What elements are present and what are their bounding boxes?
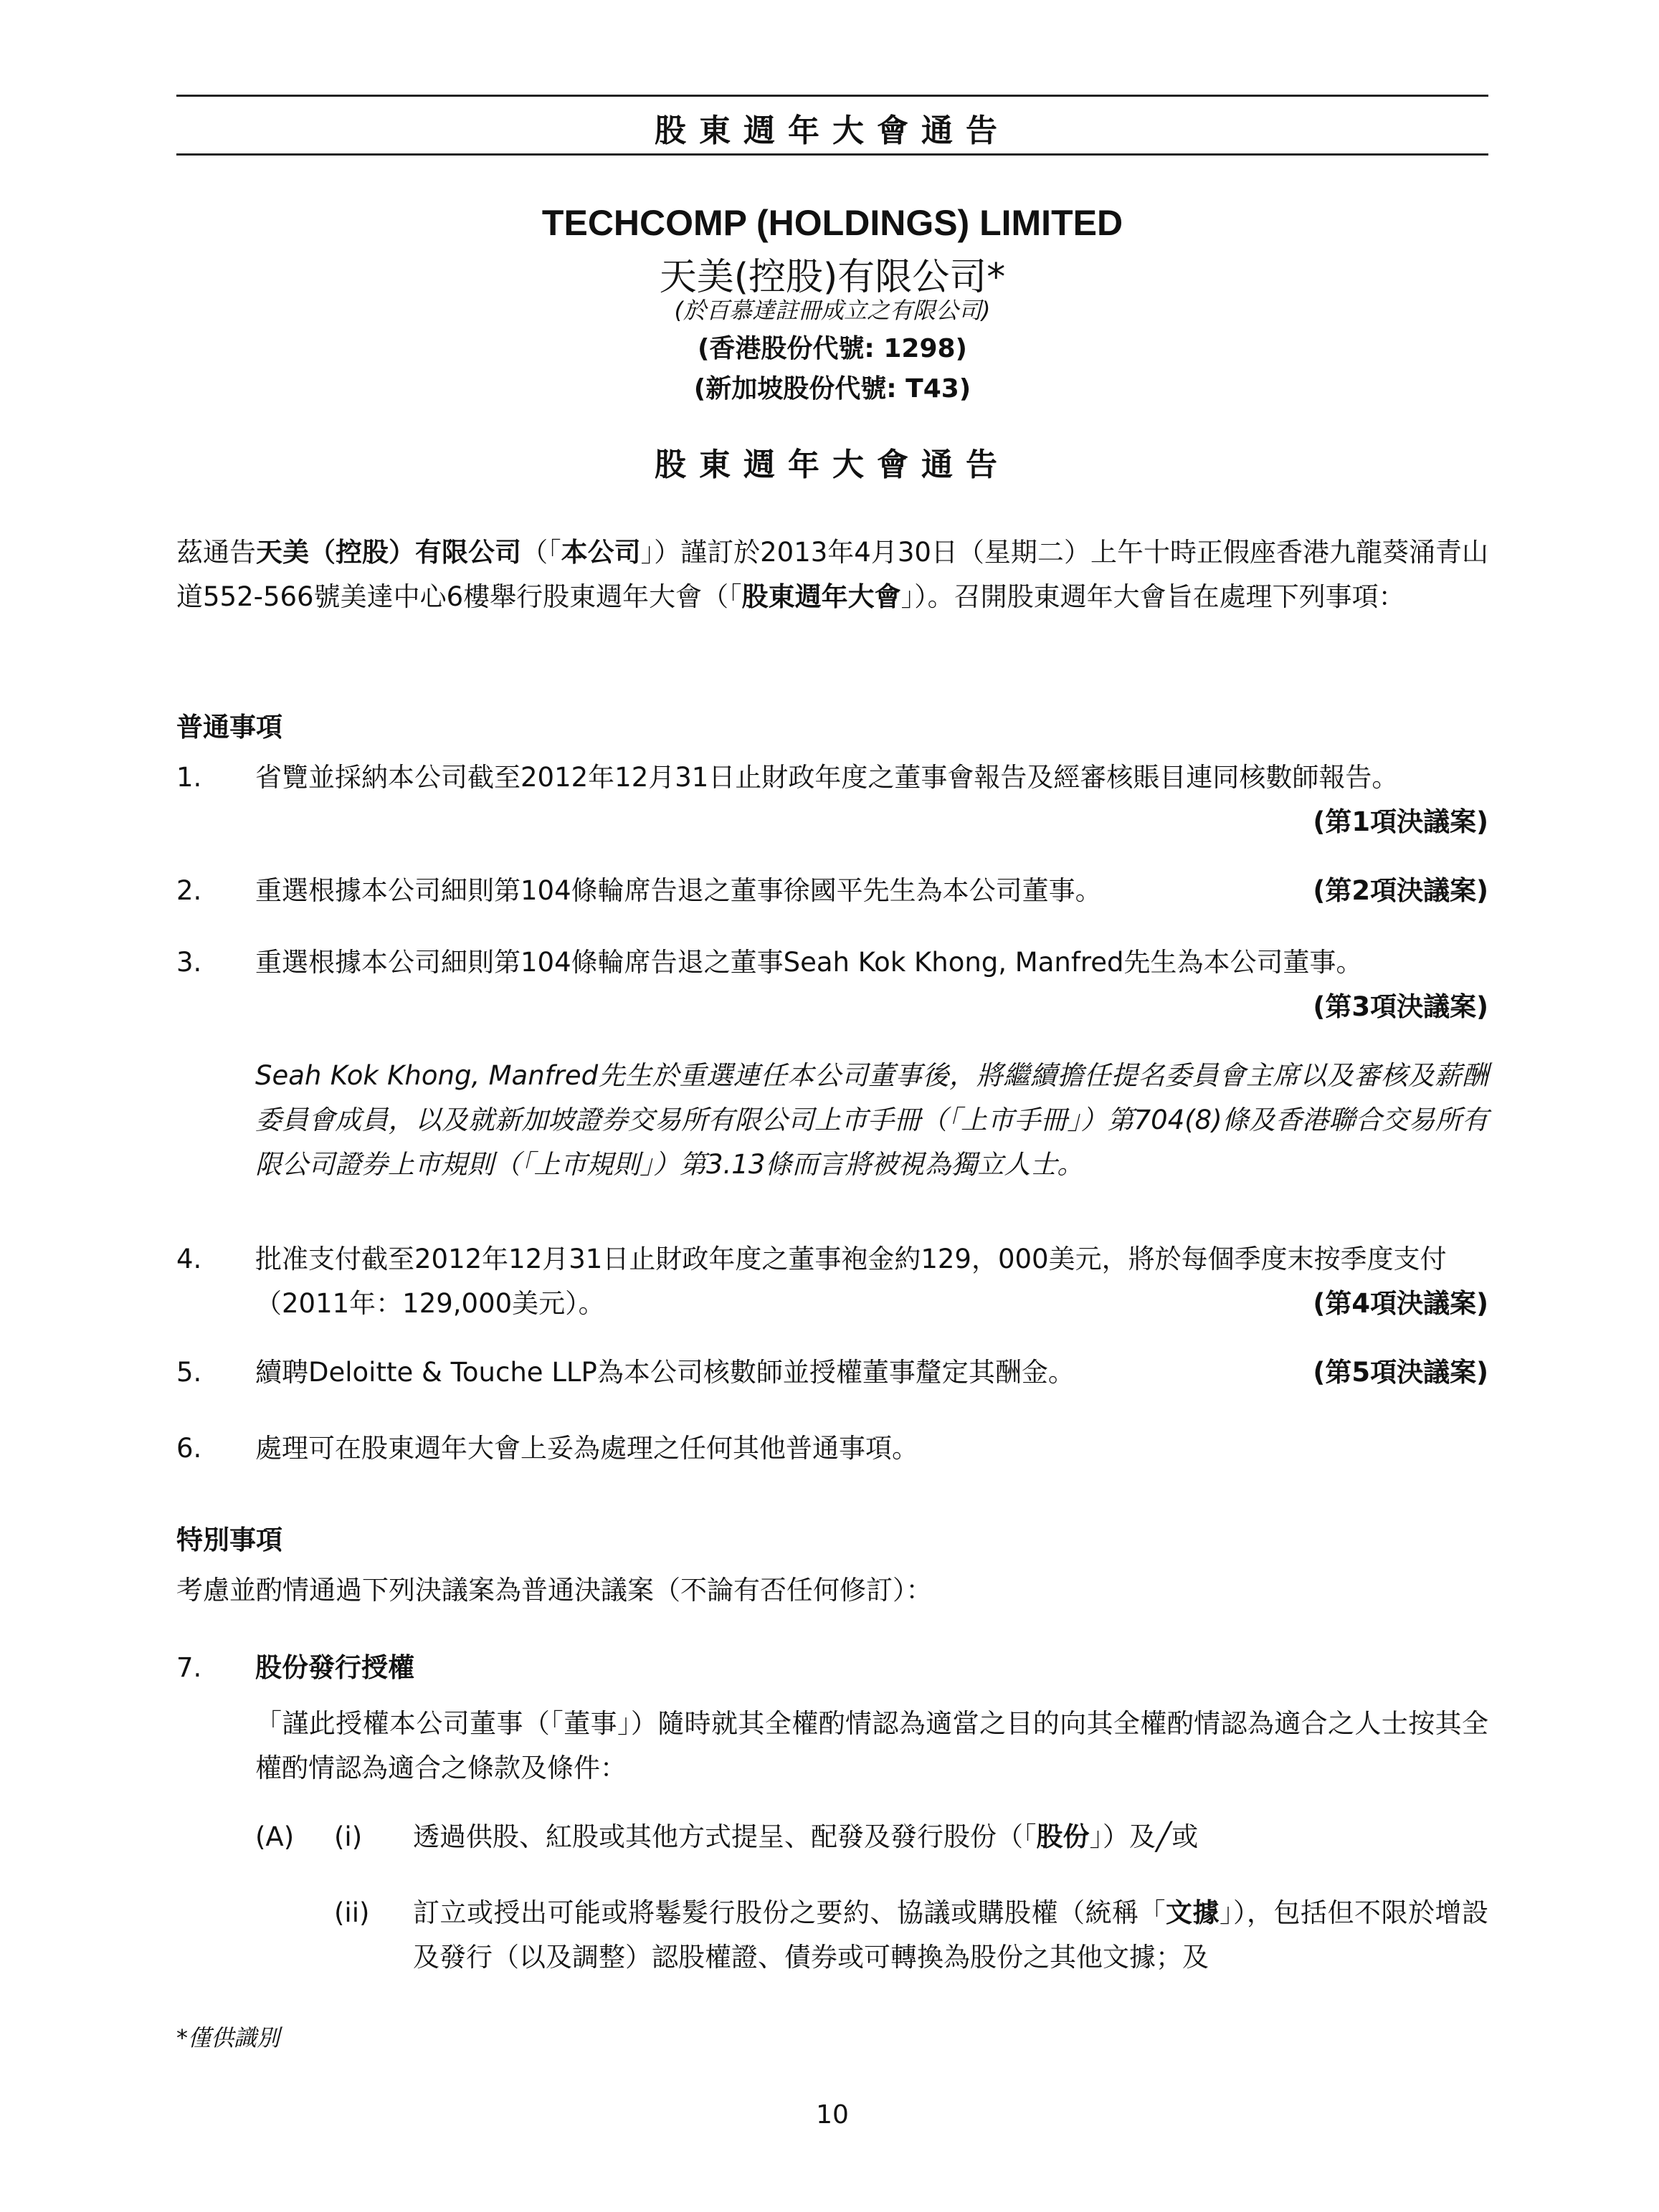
company-name-bold: 天美（控股）有限公司 [256, 537, 522, 568]
mandate-paragraph: 「謹此授權本公司董事（「董事」）隨時就其全權酌情認為適當之目的向其全權酌情認為適合之人士按其全權酌情認為適合之條款及條件： [255, 1708, 1488, 1783]
sub-label-a: (A) [255, 1821, 295, 1852]
running-title: 股東週年大會通告 [655, 113, 1010, 149]
header-rule-bottom [176, 153, 1488, 156]
page-number: 10 [816, 2100, 849, 2130]
incorporation-note: (於百慕達註冊成立之有限公司) [674, 297, 991, 324]
resolution-label: (第1項決議案) [1313, 806, 1488, 837]
agenda-item-text: 批准支付截至2012年12月31日止財政年度之董事袍金約129，000美元，將於每個季度末按季度支付（2011年：129,000美元）。 [255, 1244, 1447, 1319]
sub-label-i: (i) [334, 1821, 363, 1852]
share-issue-mandate-title: 股份發行授權 [255, 1652, 414, 1683]
special-business-intro: 考慮並酌情通過下列決議案為普通決議案（不論有否任何修訂）： [176, 1575, 933, 1606]
instruments-bold: 文據 [1166, 1897, 1220, 1928]
director-independence-note: Seah Kok Khong, Manfred先生於重選連任本公司董事後，將繼續擔任提名委員會主席以及審核及薪酬委員會成員，以及就新加坡證券交易所有限公司上市手冊（「上市手冊」）第704(8)條及香港聯合交易所有限公司證券上市規則（「上市規則」）第3.13條而言將被視為獨立人士。 [255, 1060, 1488, 1180]
company-short-bold: 本公司 [561, 537, 641, 568]
agm-short-bold: 股東週年大會 [741, 581, 901, 612]
resolution-label: (第5項決議案) [1313, 1357, 1488, 1388]
intro-paragraph: 茲通告天美（控股）有限公司（「本公司」）謹訂於2013年4月30日（星期二）上午十時正假座香港九龍葵涌青山道552-566號美達中心6樓舉行股東週年大會（「股東週年大會」）。召開股東週年大會旨在處理下列事項： [176, 537, 1489, 612]
resolution-label: (第4項決議案) [1313, 1288, 1488, 1319]
resolution-label: (第3項決議案) [1313, 991, 1488, 1022]
resolution-label: (第2項決議案) [1313, 875, 1488, 906]
agenda-item-text: 重選根據本公司細則第104條輪席告退之董事徐國平先生為本公司董事。 [255, 875, 1102, 906]
sub-label-ii: (ii) [334, 1897, 370, 1928]
document-page: 股東週年大會通告 TECHCOMP (HOLDINGS) LIMITED 天美(控股)有限公司* (於百慕達註冊成立之有限公司) (香港股份代號: 1298) (新加坡股份代號: T43) 股東週年大會通告 茲通告天美（控股）有限公司（「本公司」）謹訂於2013年4月30日（星期二）上午十時正假座香港九龍葵涌青山道552-566號美達中心6樓舉行股東週年大會（「股東週年大會」）。召開股東週年大會旨在處理下列事項： 普通事項 1. 省覽並採納本公司截至2012年12月31日止財政年度之董事會報告及經審核賬目連同核數師報告。 (第1項決議案) 2. 重選根據本公司細則第104條輪席告退之董事徐國平先生為本公司董事。 (第2項決議案) 3. 重選根據本公司細則第104條輪席告退之董事Seah Kok Khong, Manfred先生為本公司董事。 (第3項決議案) Seah Kok Khong, Manfred先生於重選連任本公司董事後，將繼續擔任提名委員會主席以及審核及薪酬委員會成員，以及就新加坡證券交易所有限公司上市手冊（「上市手冊」）第704(8)條及香港聯合交易所有限公司證券上市規則（「上市規則」）第3.13條而言將被視為獨立人士。 4. 批准支付截至2012年12月31日止財政年度之董事袍金約129，000美元，將於每個季度末按季度支付（2011年：129,000美元）。 (第4項決議案) 5. 續聘Deloitte & Touche LLP為本公司核數師並授權董事釐定其酬金。 (第5項決議案) 6. 處理可在股東週年大會上妥為處理之任何其他普通事項。 特別事項 考慮並酌情通過下列決議案為普通決議案（不論有否任何修訂）： 7. 股份發行授權 「謹此授權本公司董事（「董事」）隨時就其全權酌情認為適當之目的向其全權酌情認為適合之人士按其全權酌情認為適合之條款及條件： (A) (i) 透過供股、紅股或其他方式提呈、配發及發行股份（「股份」）及╱或 (ii) 訂立或授出可能或將鬈髮行股份之要約、協議或購股權（統稱「文據」），包括但不限於增設及發行（以及調整）認股權證、債券或可轉換為股份之其他文據；及 *僅供識別 10 [0, 0, 1659, 2212]
company-name-en: TECHCOMP (HOLDINGS) LIMITED [541, 203, 1123, 243]
notice-title: 股東週年大會通告 [655, 447, 1010, 483]
agenda-item-text: 省覽並採納本公司截至2012年12月31日止財政年度之董事會報告及經審核賬目連同核數師報告。 [255, 762, 1399, 793]
header-rule-top [176, 95, 1488, 97]
ordinary-business-heading: 普通事項 [176, 712, 282, 743]
agenda-item-text: 續聘Deloitte & Touche LLP為本公司核數師並授權董事釐定其酬金。 [255, 1357, 1075, 1388]
special-business-heading: 特別事項 [176, 1525, 282, 1555]
hk-stock-code: (香港股份代號: 1298) [697, 334, 968, 363]
sg-stock-code: (新加坡股份代號: T43) [693, 374, 971, 404]
agenda-item-text: 處理可在股東週年大會上妥為處理之任何其他普通事項。 [255, 1433, 918, 1464]
footnote: *僅供識別 [176, 2024, 280, 2051]
sub-item-ii-text: 訂立或授出可能或將鬈髮行股份之要約、協議或購股權（統稱「文據」），包括但不限於增設及發行（以及調整）認股權證、債券或可轉換為股份之其他文據；及 [413, 1897, 1488, 1973]
agenda-item-text: 重選根據本公司細則第104條輪席告退之董事Seah Kok Khong, Manfred先生為本公司董事。 [255, 947, 1363, 978]
shares-bold: 股份 [1036, 1821, 1090, 1852]
company-name-zh: 天美(控股)有限公司* [659, 256, 1006, 299]
sub-item-i-text: 透過供股、紅股或其他方式提呈、配發及發行股份（「股份」）及╱或 [413, 1821, 1199, 1852]
